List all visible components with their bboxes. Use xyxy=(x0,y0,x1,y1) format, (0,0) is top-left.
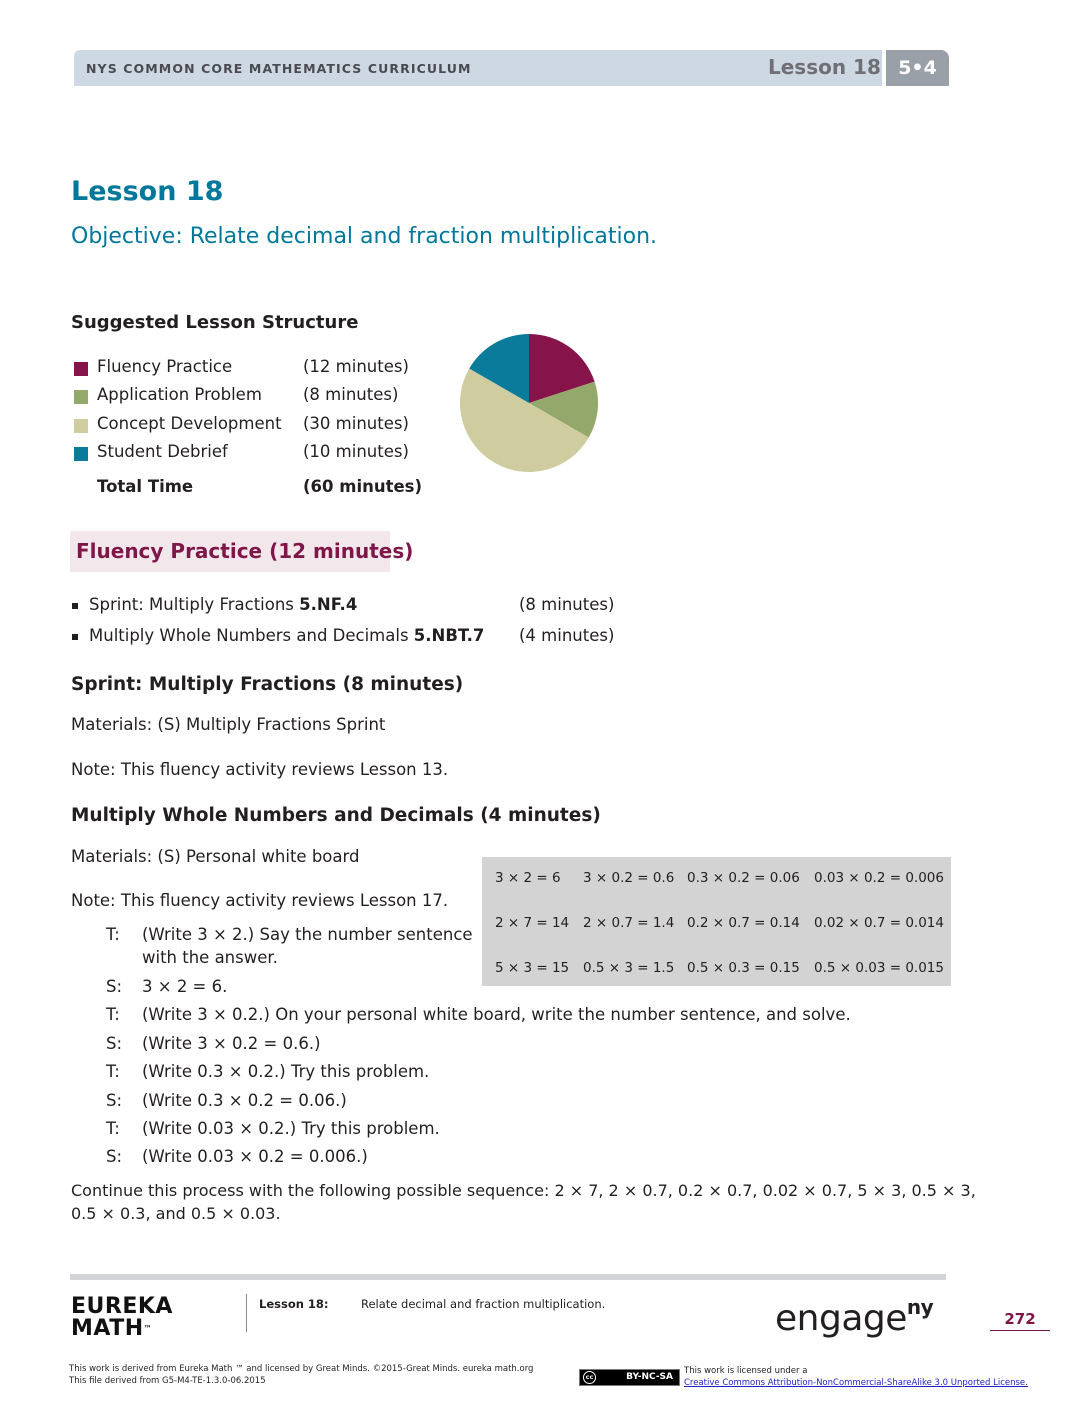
license-text: This work is licensed under a xyxy=(684,1366,808,1376)
fluency-heading: Fluency Practice (12 minutes) xyxy=(76,539,414,563)
swatch-application xyxy=(74,390,88,404)
structure-time: (30 minutes) xyxy=(303,414,409,433)
page-number: 272 xyxy=(990,1310,1050,1331)
sprint-heading: Sprint: Multiply Fractions (8 minutes) xyxy=(71,674,464,695)
dialogue-line xyxy=(106,925,473,971)
lesson-structure-pie xyxy=(458,332,600,474)
mwnd-heading: Multiply Whole Numbers and Decimals (4 minutes) xyxy=(71,805,601,826)
license-link[interactable]: Creative Commons Attribution-NonCommercial-ShareAlike 3.0 Unported License. xyxy=(684,1378,1028,1388)
equation-cell: 0.03 × 0.2 = 0.006 xyxy=(814,870,944,886)
swatch-concept xyxy=(74,419,88,433)
structure-label: Concept Development xyxy=(97,414,282,433)
equation-table xyxy=(482,857,951,986)
footer-note: This work is derived from Eureka Math ™ and licensed by Great Minds. ©2015-Great Minds. eureka math.org xyxy=(69,1364,534,1374)
equation-cell: 0.2 × 0.7 = 0.14 xyxy=(687,915,800,931)
fluency-item-text: Multiply Whole Numbers and Decimals xyxy=(89,626,414,645)
speaker: S: xyxy=(106,977,123,996)
dialogue-text: (Write 0.3 × 0.2.) Try this problem. xyxy=(142,1062,430,1081)
structure-time: (12 minutes) xyxy=(303,357,409,376)
cc-icon: cc xyxy=(583,1371,596,1384)
footer-lesson: Lesson 18: xyxy=(259,1297,329,1311)
mwnd-note: Note: This fluency activity reviews Lesson 17. xyxy=(71,891,449,910)
continue-text: 0.5 × 0.3, and 0.5 × 0.03. xyxy=(71,1204,281,1223)
structure-heading: Suggested Lesson Structure xyxy=(71,312,359,333)
dialogue-text: (Write 0.3 × 0.2 = 0.06.) xyxy=(142,1091,347,1110)
structure-label: Application Problem xyxy=(97,385,262,404)
footer-rule xyxy=(70,1274,946,1280)
footer-note: This file derived from G5-M4-TE-1.3.0-06.2015 xyxy=(69,1376,266,1386)
total-time-row xyxy=(74,477,423,499)
speaker: T: xyxy=(106,925,120,944)
ny-text: ny xyxy=(906,1295,934,1319)
equation-cell: 2 × 0.7 = 1.4 xyxy=(583,915,675,931)
equation-cell: 5 × 3 = 15 xyxy=(495,960,570,976)
mwnd-materials: Materials: (S) Personal white board xyxy=(71,847,360,866)
sprint-materials: Materials: (S) Multiply Fractions Sprint xyxy=(71,715,386,734)
cc-license-badge xyxy=(579,1369,680,1386)
equation-cell: 0.5 × 0.3 = 0.15 xyxy=(687,960,800,976)
dialogue-line xyxy=(106,1034,906,1056)
total-label: Total Time xyxy=(97,477,194,496)
logo-tm: ™ xyxy=(143,1324,153,1333)
fluency-item-standard: 5.NF.4 xyxy=(299,595,358,614)
dialogue-text: (Write 3 × 2.) Say the number sentence xyxy=(142,925,473,944)
cc-badge-text: BY-NC-SA xyxy=(626,1372,673,1382)
bullet-icon xyxy=(72,603,78,609)
dialogue-text: with the answer. xyxy=(142,948,278,967)
page-title: Lesson 18 xyxy=(71,176,224,207)
dialogue-line xyxy=(106,1062,906,1084)
speaker: T: xyxy=(106,1062,120,1081)
dialogue-text: (Write 0.03 × 0.2.) Try this problem. xyxy=(142,1119,440,1138)
equation-cell: 0.3 × 0.2 = 0.06 xyxy=(687,870,800,886)
engage-text: engage xyxy=(775,1298,907,1339)
swatch-debrief xyxy=(74,447,88,461)
fluency-item-text: Sprint: Multiply Fractions xyxy=(89,595,300,614)
structure-time: (8 minutes) xyxy=(303,385,399,404)
dialogue-line xyxy=(106,977,906,999)
fluency-item xyxy=(72,626,692,648)
bullet-icon xyxy=(72,634,78,640)
fluency-item xyxy=(72,595,692,617)
sprint-note: Note: This fluency activity reviews Lesson 13. xyxy=(71,760,449,779)
speaker: S: xyxy=(106,1147,123,1166)
equation-cell: 2 × 7 = 14 xyxy=(495,915,570,931)
speaker: S: xyxy=(106,1034,123,1053)
structure-label: Student Debrief xyxy=(97,442,228,461)
speaker: T: xyxy=(106,1005,120,1024)
footer-objective: Relate decimal and fraction multiplication. xyxy=(361,1297,606,1311)
fluency-item-time: (8 minutes) xyxy=(519,595,615,614)
grade-module-badge: 5•4 xyxy=(886,50,949,86)
equation-cell: 3 × 0.2 = 0.6 xyxy=(583,870,675,886)
dialogue-line xyxy=(106,1091,906,1113)
equation-cell: 0.5 × 3 = 1.5 xyxy=(583,960,675,976)
equation-cell: 3 × 2 = 6 xyxy=(495,870,561,886)
swatch-fluency xyxy=(74,362,88,376)
structure-label: Fluency Practice xyxy=(97,357,233,376)
eureka-math-logo xyxy=(71,1296,173,1340)
dialogue-text: (Write 3 × 0.2.) On your personal white board, write the number sentence, and solve. xyxy=(142,1005,851,1024)
dialogue-line xyxy=(106,1119,906,1141)
footer-divider xyxy=(246,1294,247,1332)
dialogue-text: 3 × 2 = 6. xyxy=(142,977,228,996)
structure-time: (10 minutes) xyxy=(303,442,409,461)
objective: Objective: Relate decimal and fraction multiplication. xyxy=(71,224,658,249)
logo-line: MATH xyxy=(71,1316,144,1341)
logo-line: EUREKA xyxy=(71,1294,173,1319)
continue-text: Continue this process with the following possible sequence: 2 × 7, 2 × 0.7, 0.2 × 0.7, 0.02 × 0.7, 5 × 3, 0.5 × 3, xyxy=(71,1181,976,1200)
dialogue-line xyxy=(106,1147,906,1169)
curriculum-name: NYS COMMON CORE MATHEMATICS CURRICULUM xyxy=(86,61,472,76)
equation-cell: 0.02 × 0.7 = 0.014 xyxy=(814,915,944,931)
speaker: T: xyxy=(106,1119,120,1138)
speaker: S: xyxy=(106,1091,123,1110)
dialogue-text: (Write 3 × 0.2 = 0.6.) xyxy=(142,1034,321,1053)
fluency-item-time: (4 minutes) xyxy=(519,626,615,645)
dialogue-text: (Write 0.03 × 0.2 = 0.006.) xyxy=(142,1147,368,1166)
total-time: (60 minutes) xyxy=(303,477,423,496)
dialogue-line xyxy=(106,1005,906,1027)
header-lesson: Lesson 18 xyxy=(768,55,881,79)
fluency-item-standard: 5.NBT.7 xyxy=(413,626,485,645)
engageny-logo xyxy=(775,1295,934,1339)
equation-cell: 0.5 × 0.03 = 0.015 xyxy=(814,960,944,976)
